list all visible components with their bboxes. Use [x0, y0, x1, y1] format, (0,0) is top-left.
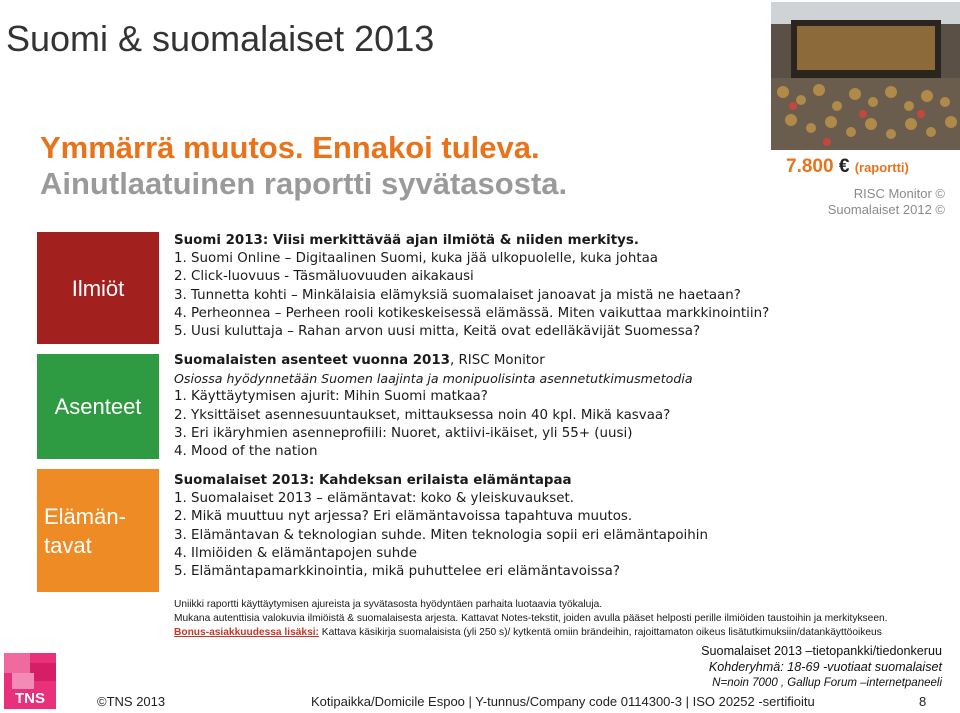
- list-item: 3. Elämäntavan & teknologian suhde. Miten teknologia sopii eri elämäntapoihin: [174, 527, 708, 543]
- list-item: 5. Uusi kuluttaja – Rahan arvon uusi mitta, Keitä ovat edelläkävijät Suomessa?: [174, 324, 701, 340]
- section-heading-row: [174, 352, 693, 370]
- company-info: Kotipaikka/Domicile Espoo | Y-tunnus/Company code 0114300-3 | ISO 20252 -sertifioitu: [311, 694, 815, 709]
- list-item: 3. Eri ikäryhmien asenneprofiili: Nuoret, aktiivi-ikäiset, yli 55+ (uusi): [174, 425, 633, 441]
- list-item: 2. Yksittäiset asennesuuntaukset, mittauksessa noin 40 kpl. Mikä kasvaa?: [174, 407, 671, 423]
- section-subheading: Osiossa hyödynnetään Suomen laajinta ja monipuolisinta asennetutkimusmetodia: [174, 371, 693, 387]
- tagline-primary: Ymmärrä muutos. Ennakoi tuleva.: [40, 130, 540, 165]
- page-title: Suomi & suomalaiset 2013: [6, 18, 435, 59]
- list-item: 5. Elämäntapamarkkinointia, mikä puhuttelee eri elämäntavoissa?: [174, 564, 620, 580]
- price-label: [786, 156, 909, 178]
- list-item: 4. Perheonnea – Perheen rooli kotikeskeisessä elämässä. Miten vaikuttaa markkinointiin?: [174, 305, 770, 321]
- section-heading: Suomalaisten asenteet vuonna 2013: [174, 353, 450, 368]
- price-amount: 7.800: [786, 156, 834, 177]
- footer-note-1: Uniikki raportti käyttäytymisen ajureista ja syvätasosta hyödyntäen parhaita luotaavia työkaluja.: [174, 599, 603, 610]
- footer-notes: [174, 598, 887, 640]
- section-label-ilmiot: Ilmiöt: [37, 232, 159, 344]
- list-item: 4. Ilmiöiden & elämäntapojen suhde: [174, 545, 417, 561]
- section-elamantavat-content: [174, 472, 708, 581]
- target-group-info: [668, 643, 942, 691]
- price-unit: (raportti): [854, 160, 909, 175]
- copyright: ©TNS 2013: [97, 694, 166, 709]
- bonus-label: Bonus-asiakkuudessa lisäksi:: [174, 627, 319, 638]
- list-item: 2. Mikä muuttuu nyt arjessa? Eri elämäntavoissa tapahtuva muutos.: [174, 509, 633, 525]
- risc-line-1: RISC Monitor ©: [853, 186, 945, 201]
- section-heading: Suomalaiset 2013: Kahdeksan erilaista elämäntapaa: [174, 473, 572, 488]
- section-asenteet-content: [174, 352, 693, 461]
- list-item: 1. Suomalaiset 2013 – elämäntavat: koko & yleiskuvaukset.: [174, 491, 575, 507]
- bridge-of-love-photo: [771, 2, 960, 150]
- section-ilmiot-content: [174, 232, 769, 341]
- section-label-elamantavat: [37, 469, 159, 592]
- bonus-text: Kattava käsikirja suomalaisista (yli 250 s)/ kytkentä omiin brändeihin, rajoittamaton oikeus lisätutkimuksiin/datankäyttöoikeus: [318, 627, 882, 638]
- section-label-line-1: Elämän-: [44, 503, 126, 529]
- list-item: 1. Käyttäytymisen ajurit: Mihin Suomi matkaa?: [174, 389, 488, 405]
- list-item: 1. Suomi Online – Digitaalinen Suomi, kuka jää ulkopuolelle, kuka johtaa: [174, 251, 658, 267]
- list-item: 4. Mood of the nation: [174, 444, 318, 460]
- page-number: 8: [919, 694, 927, 709]
- risc-line-2: Suomalaiset 2012 ©: [827, 202, 945, 217]
- list-item: 2. Click-luovuus - Täsmäluovuuden aikakausi: [174, 269, 474, 285]
- footer-note-bonus: [174, 626, 887, 640]
- section-heading: Suomi 2013: Viisi merkittävää ajan ilmiötä & niiden merkitys.: [174, 233, 639, 248]
- section-label-line-2: tavat: [44, 532, 92, 558]
- euro-currency: €: [838, 156, 850, 177]
- target-line-3: N=noin 7000 , Gallup Forum –internetpaneeli: [712, 677, 942, 689]
- tns-logo: [4, 653, 56, 709]
- risc-monitor-note: [790, 186, 945, 218]
- section-label-asenteet: Asenteet: [37, 354, 159, 459]
- list-item: 3. Tunnetta kohti – Minkälaisia elämyksiä suomalaiset janoavat ja mistä ne haetaan?: [174, 287, 741, 303]
- target-line-2: Kohderyhmä: 18-69 -vuotiaat suomalaiset: [708, 660, 942, 674]
- section-heading-suffix: , RISC Monitor: [449, 353, 545, 368]
- tns-logo-text: TNS: [15, 690, 45, 707]
- footer-note-2: Mukana autenttisia valokuvia ilmiöistä & suomalaisesta arjesta. Kattavat Notes-tekstit, joiden avulla pääset helposti perille ilmiöiden taustoihin ja merkitykseen.: [174, 613, 888, 624]
- target-line-1: Suomalaiset 2013 –tietopankki/tiedonkeruu: [701, 644, 942, 658]
- tagline-secondary: Ainutlaatuinen raportti syvätasosta.: [40, 166, 568, 201]
